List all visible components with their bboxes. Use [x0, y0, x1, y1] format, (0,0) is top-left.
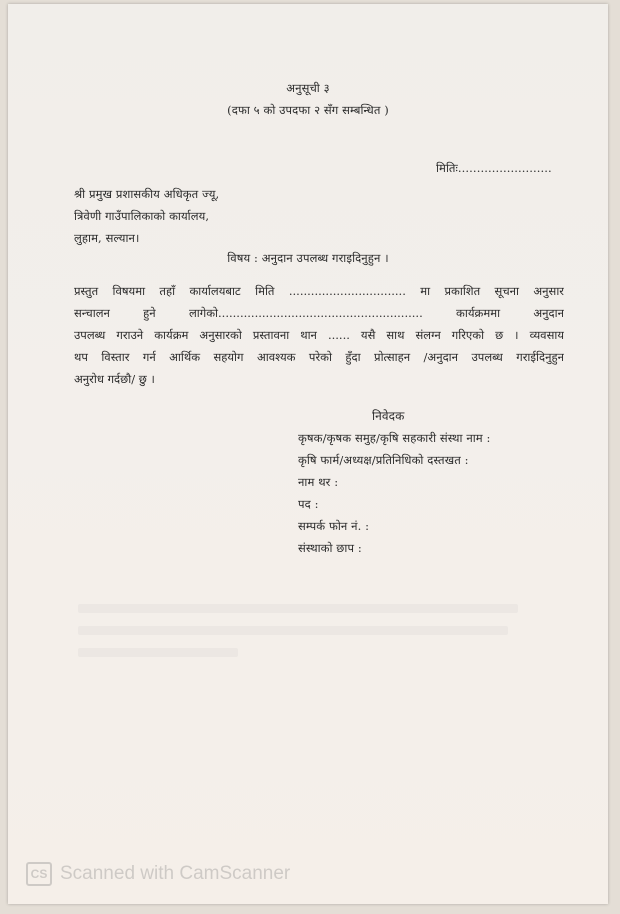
applicant-field-org-name: कृषक/कृषक समुह/कृषि सहकारी संस्था नाम : [298, 431, 491, 445]
bleed-through-mark [78, 604, 518, 613]
document-page [8, 4, 608, 904]
applicant-field-phone: सम्पर्क फोन नं. : [298, 519, 370, 533]
applicant-field-full-name: नाम थर : [298, 475, 339, 489]
applicant-heading: निवेदक [372, 409, 405, 423]
schedule-subtitle: (दफा ५ को उपदफा २ सँग सम्बन्धित ) [227, 103, 389, 117]
address-line-3: लुहाम, सल्यान। [74, 231, 140, 245]
applicant-field-position: पद : [298, 497, 319, 511]
bleed-through-mark [78, 648, 238, 657]
date-line: मितिः......................... [436, 161, 552, 175]
applicant-field-signature: कृषि फार्म/अध्यक्ष/प्रतिनिधिको दस्तखत : [298, 453, 469, 467]
body-line-5: अनुरोध गर्दछौ/ छु । [74, 372, 155, 386]
body-line-2: सन्चालन हुने लागेको........................................................ कार्यक्रममा अनुदान [74, 306, 564, 320]
address-line-2: त्रिवेणी गाउँपालिकाको कार्यालय, [74, 209, 210, 223]
camscanner-watermark-text: Scanned with CamScanner [60, 863, 291, 884]
body-line-4: थप विस्तार गर्न आर्थिक सहयोग आवश्यक परेको हुँदा प्रोत्साहन /अनुदान उपलब्ध गराईदिनुहुन [74, 350, 564, 364]
bleed-through-mark [78, 626, 508, 635]
camscanner-watermark [26, 862, 290, 886]
body-line-3: उपलब्ध गराउने कार्यक्रम अनुसारको प्रस्तावना थान ...... यसै साथ संलग्न गरिएको छ । व्यवसाय [74, 328, 564, 342]
applicant-field-stamp: संस्थाको छाप : [298, 541, 362, 555]
schedule-title: अनुसूची ३ [286, 81, 330, 95]
body-line-1: प्रस्तुत विषयमा तहाँ कार्यालयबाट मिति ................................ मा प्रकाशित सूचना अनुसार [74, 284, 564, 298]
address-line-1: श्री प्रमुख प्रशासकीय अधिकृत ज्यू, [74, 187, 220, 201]
subject-line: विषय : अनुदान उपलब्ध गराइदिनुहुन । [227, 251, 389, 265]
camscanner-logo-icon: CS [26, 862, 52, 886]
